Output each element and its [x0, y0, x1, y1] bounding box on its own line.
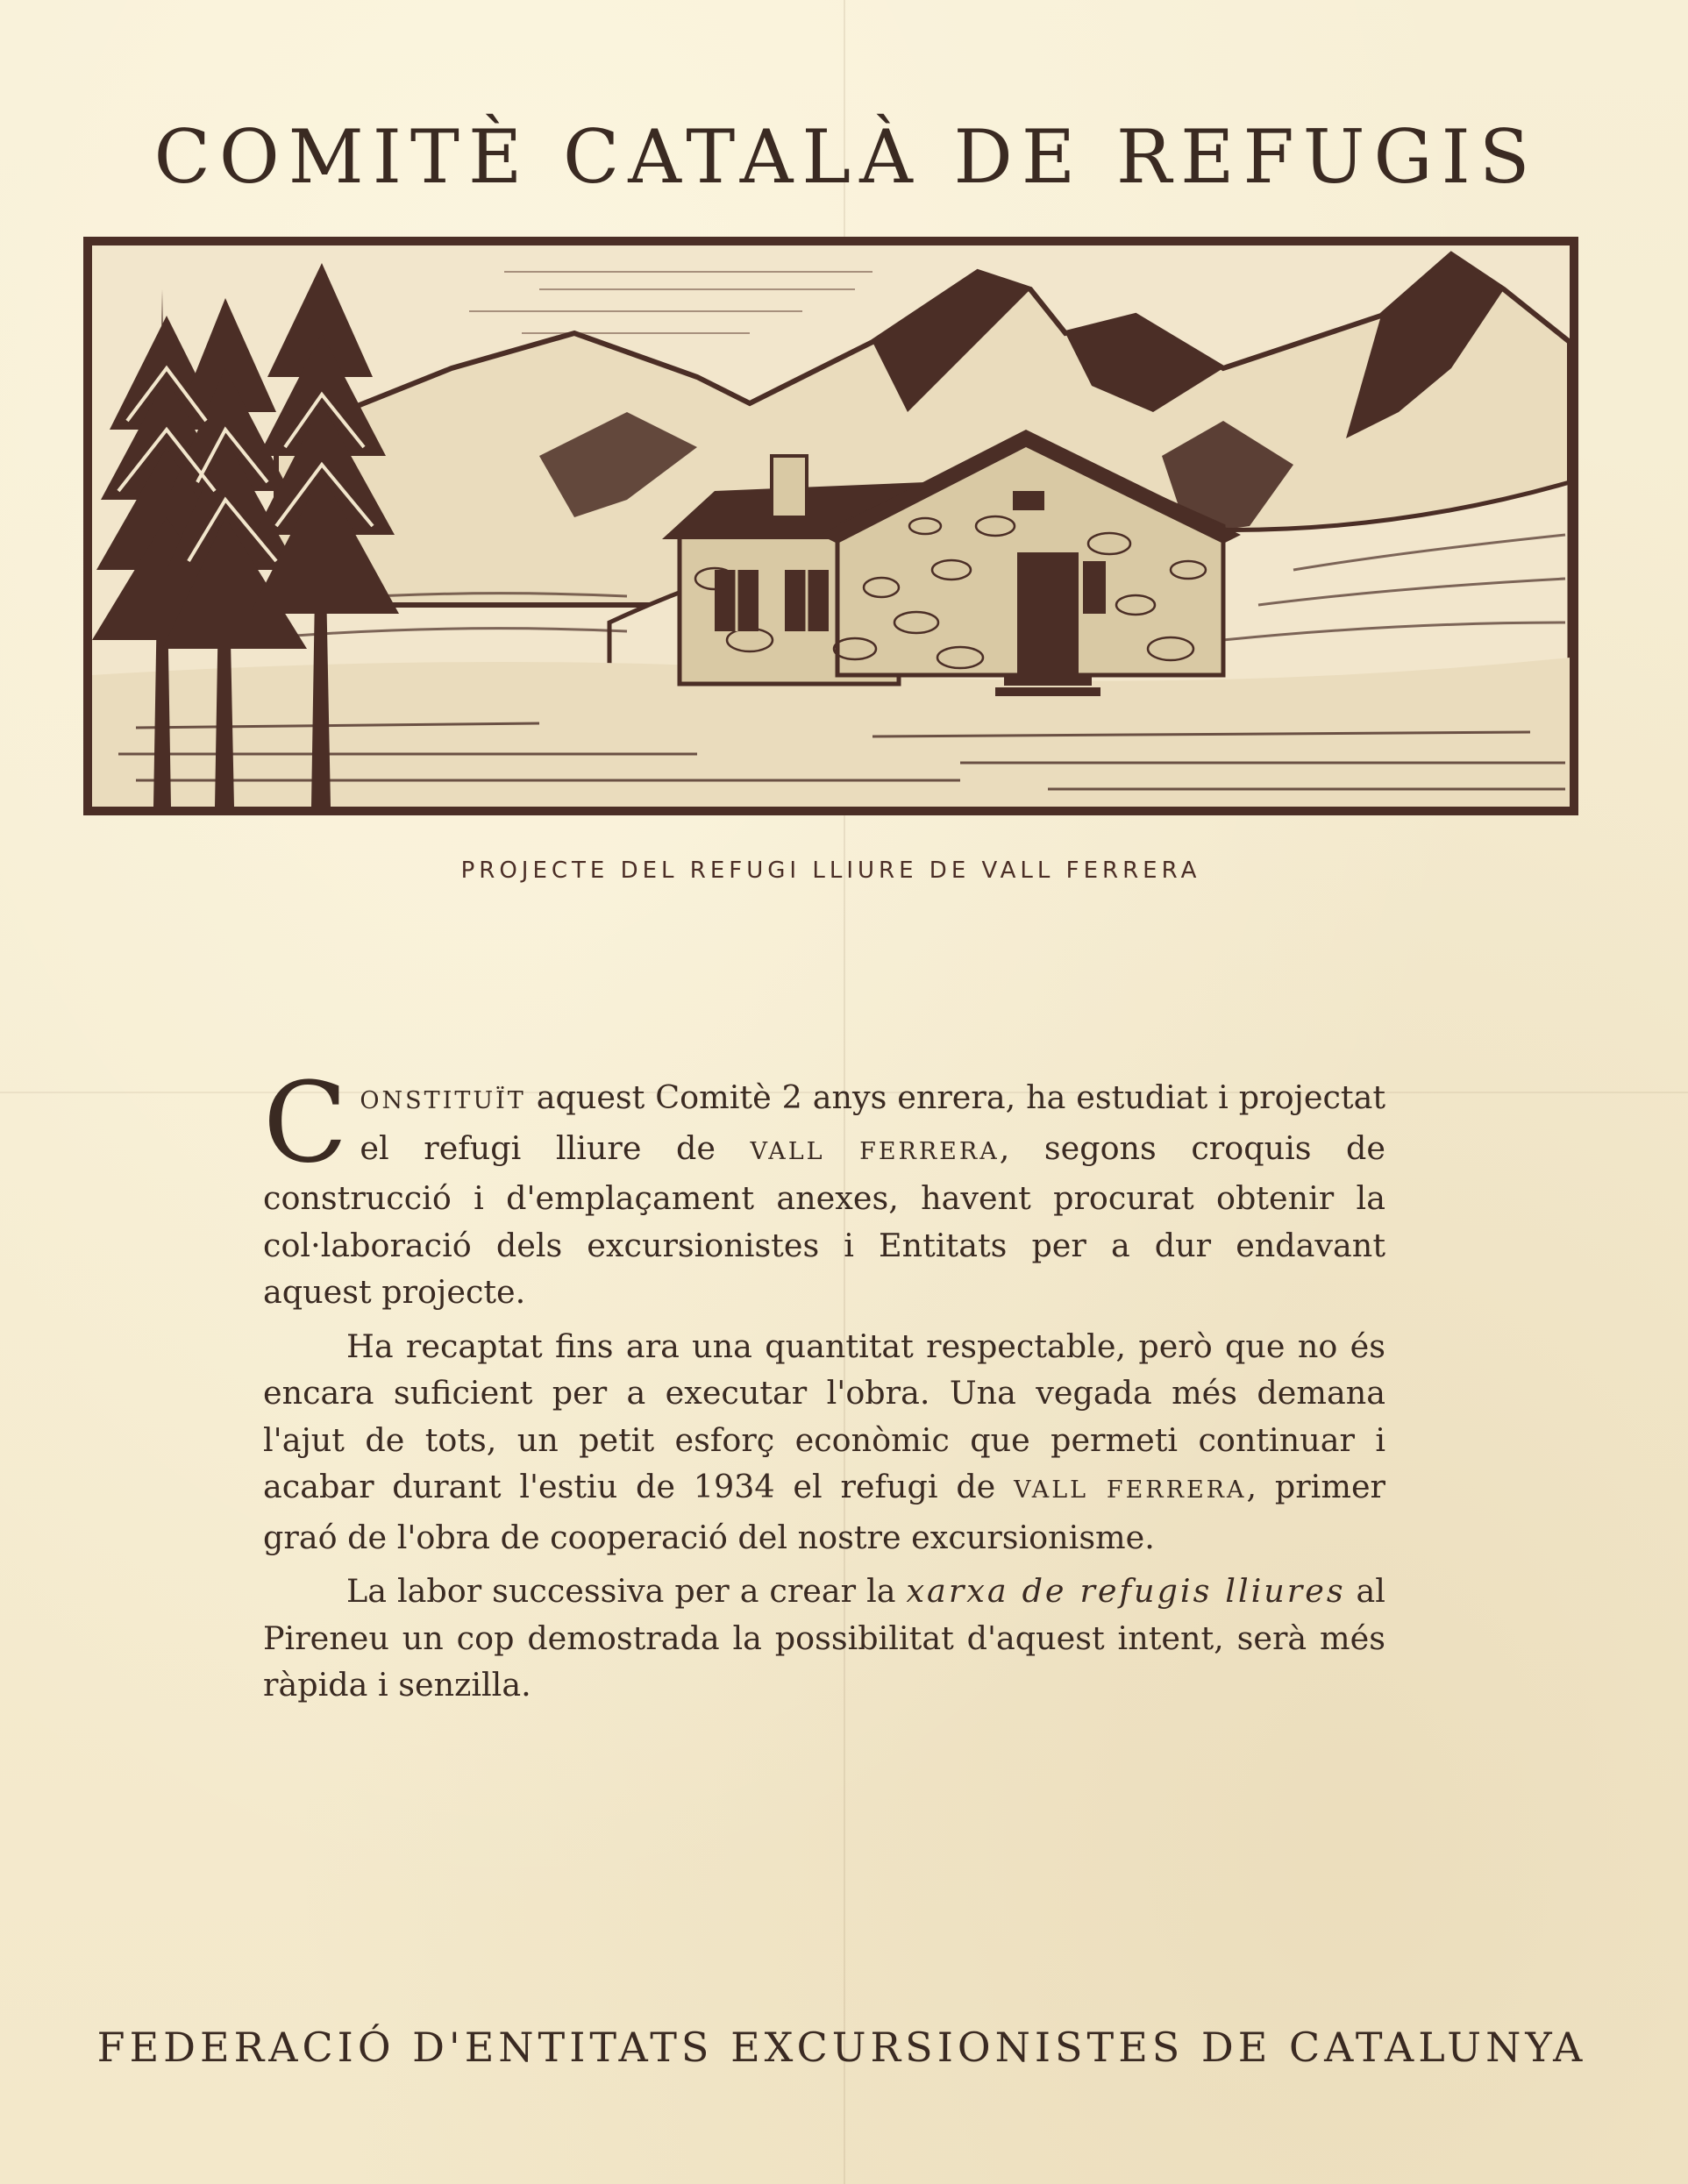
body-text: [263, 1058, 1386, 1716]
illustration-caption: PROJECTE DEL REFUGI LLIURE DE VALL FERRERA: [460, 857, 1201, 884]
drop-cap: C: [263, 1058, 348, 1187]
paragraph-2-text-a: Ha recaptat fins ara una quantitat respectable, però que no és encara suficient per a executar l'obra. Una vegada més demana l'ajut de tots, un petit esforç econòmic que permeti continuar i acabar durant l'estiu de 1934 el refugi de: [263, 1327, 1385, 1505]
paragraph-2-text-b: , primer graó de l'obra de cooperació del nostre excursionisme.: [263, 1468, 1386, 1556]
paragraph-1-text-b: , segons croquis de construcció i d'emplaçament anexes, havent procurat obtenir la col·laboració dels excursionistes i Entitats per a dur endavant aquest projecte.: [263, 1128, 1385, 1311]
place-name: VALL FERRERA: [750, 1137, 1000, 1165]
paragraph-1: [263, 1058, 1385, 1316]
paragraph-3-text-a: La labor successiva per a crear la: [346, 1572, 907, 1610]
page-title: COMITÈ CATALÀ DE REFUGIS: [153, 114, 1539, 200]
footer-organization: FEDERACIÓ D'ENTITATS EXCURSIONISTES DE CATALUNYA: [96, 2024, 1587, 2071]
paragraph-2: [263, 1323, 1385, 1562]
paragraph-1-text-a: aquest Comitè 2 anys enrera, ha estudiat i projectat el refugi lliure de: [360, 1078, 1385, 1167]
italic-phrase: xarxa de refugis lliures: [906, 1572, 1346, 1610]
paragraph-3-text-b: al Pireneu un cop demostrada la possibilitat d'aquest intent, serà més ràpida i senzilla.: [263, 1572, 1385, 1704]
mountain-refuge-woodcut: [83, 237, 1578, 815]
place-name: VALL FERRERA: [1014, 1476, 1247, 1504]
smallcaps-word: ONSTITUÏT: [360, 1087, 526, 1114]
paragraph-3: [263, 1568, 1385, 1709]
woodcut-illustration: [83, 237, 1578, 815]
